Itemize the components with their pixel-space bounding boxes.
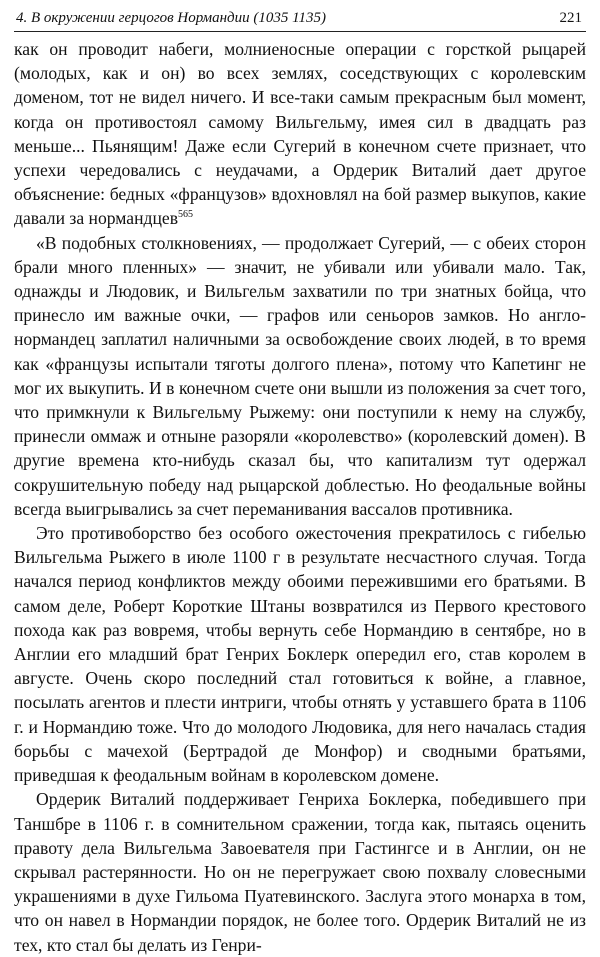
page-number: 221 <box>559 10 582 26</box>
paragraph-text: как он проводит набеги, молниеносные операции с горсткой рыцарей (молодых, как и он) во всех землях, соседствующих с королевским доменом, тот не видел ничего. И все-таки самым прекрасным был момент, когда он противостоял самому Вильгельму, имея сил в двадцать раз меньше... Пьянящим! Даже если Сугерий в конечном счете признает, что успехи чередовались с неудачами, а Ордерик Виталий дает другое объяснение: бедных «французов» вдохновлял на бой размер выкупов, какие давали за нормандцев <box>14 39 586 229</box>
paragraph-4: Ордерик Виталий поддерживает Генриха Боклерка, победившего при Таншбре в 1106 г. в сомнительном сражении, тогда как, пытаясь оценить правоту дела Вильгельма Завоевателя при Гастингсе и в Англии, он не скрывал растерянности. Но он не перегружает свою похвалу словесными украшениями в духе Гильома Пуатевинского. Заслуга этого монарха в том, что он навел в Нормандии порядок, не более того. Ордерик Виталий не из тех, кто стал бы делать из Генри- <box>14 789 586 955</box>
running-title: 4. В окружении герцогов Нормандии (1035 1135) <box>16 10 326 26</box>
paragraph-3: Это противоборство без особого ожесточения прекратилось с гибелью Вильгельма Рыжего в июле 1100 г в результате несчастного случая. Тогда начался период конфликтов между обоими пережившими его братьями. В самом деле, Роберт Короткие Штаны возвратился из Первого крестового похода как раз вовремя, чтобы вернуть себе Нормандию в сентябре, но в Англии его младший брат Генрих Боклерк опередил его, став королем в августе. Очень скоро последний стал готовиться к войне, а главное, посылать агентов и плести интриги, чтобы отнять у уставшего брата в 1106 г. и Нормандию тоже. Что до молодого Людовика, для него началась стадия борьбы с мачехой (Бертрадой де Монфор) и сводными братьями, приведшая к феодальным войнам в королевском домене. <box>14 523 586 786</box>
paragraph-2: «В подобных столкновениях, — продолжает Сугерий, — с обеих сторон брали много пленных» — значит, не убивали или убивали мало. Так, однажды и Людовик, и Вильгельм захватили по три знатных бойца, что принесло им важные очки, — графов или сеньоров замков. Но англо-нормандец заплатил наличными за освобождение своих людей, в то время как «французы испытали тяготы долгого плена», потому что Капетинг не мог их выкупить. И в конечном счете они вышли из положения за счет того, что примкнули к Вильгельму Рыжему: они поступили к нему на службу, принесли оммаж и отныне разоряли «королевство» (королевский домен). В другие времена кто-нибудь сказал бы, что капитализм тут одержал сокрушительную победу над рыцарской доблестью. Но феодальные войны всегда выигрывались за счет переманивания вассалов противника. <box>14 232 586 519</box>
page-body <box>14 37 586 957</box>
paragraph-1 <box>14 37 586 231</box>
footnote-marker[interactable]: 565 <box>178 209 194 221</box>
running-header <box>14 8 586 32</box>
